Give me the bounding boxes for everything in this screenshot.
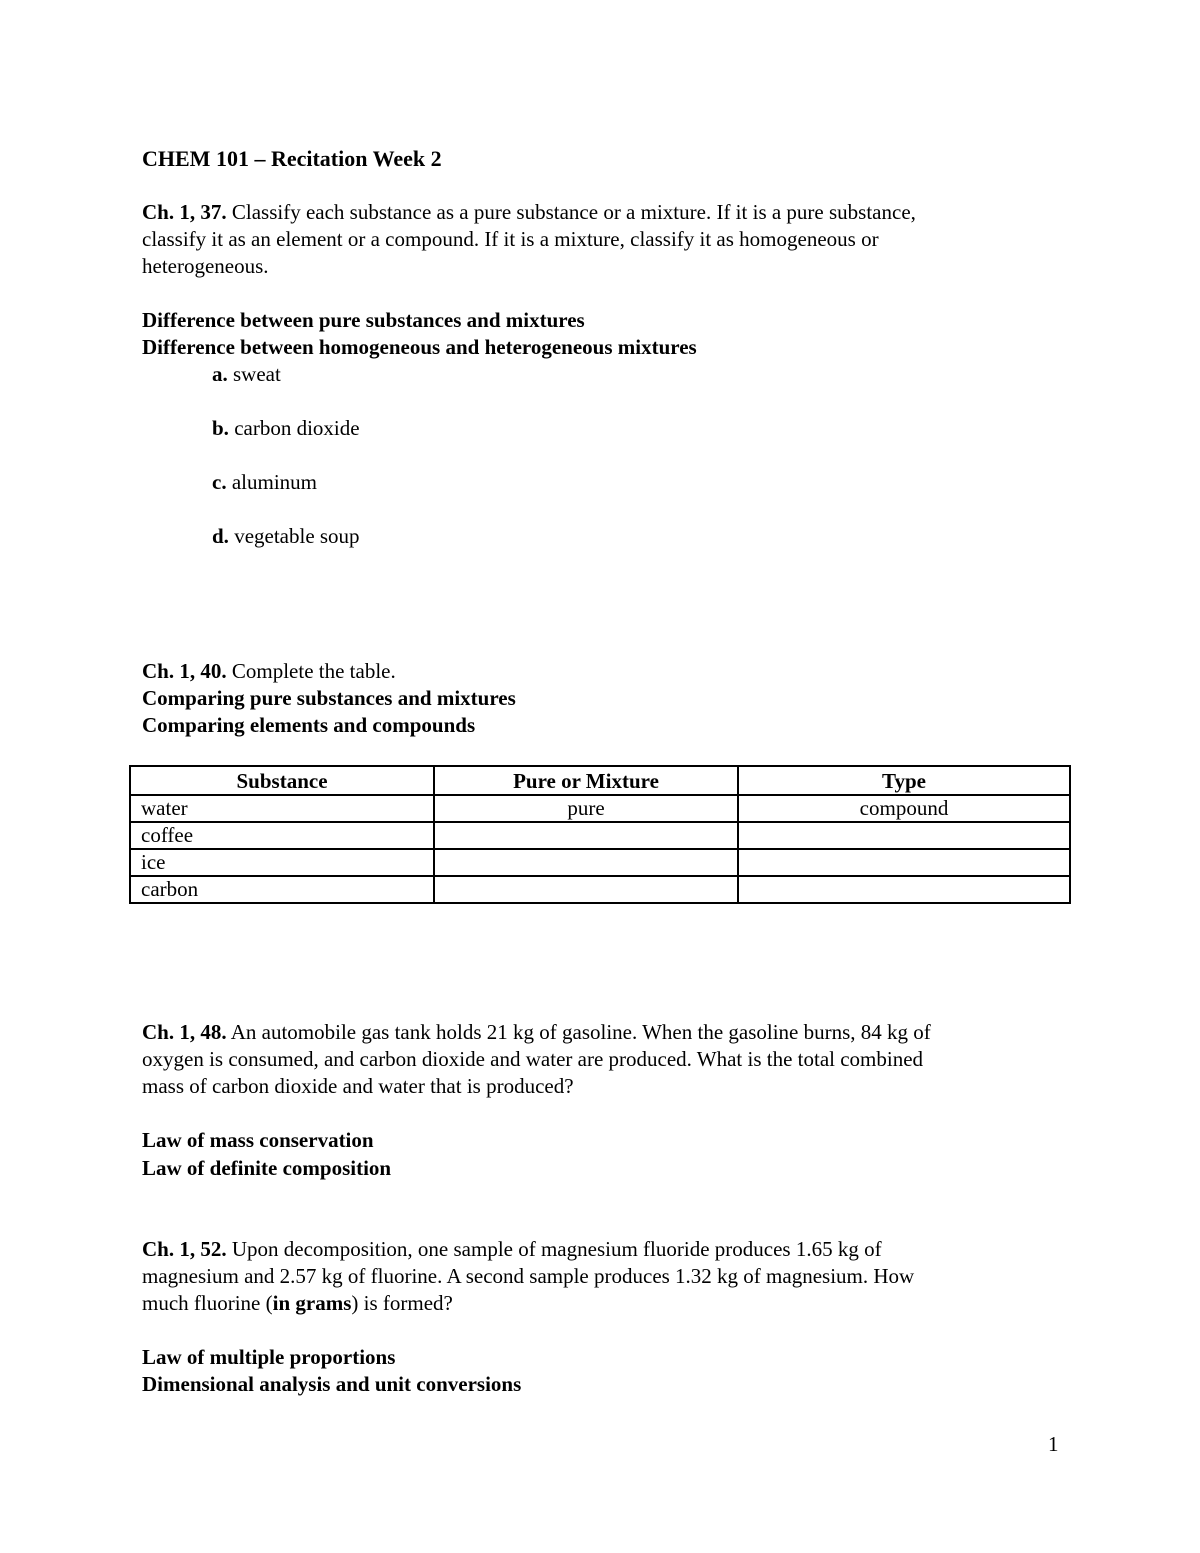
list-item <box>212 469 317 496</box>
q48-line2: oxygen is consumed, and carbon dioxide and water are produced. What is the total combined <box>142 1047 924 1071</box>
page-number: 1 <box>1048 1432 1059 1456</box>
item-letter: c. <box>212 470 227 494</box>
q52-line2: magnesium and 2.57 kg of fluorine. A second sample produces 1.32 kg of magnesium. How <box>142 1264 915 1288</box>
table-cell: ice <box>130 849 434 876</box>
q52-line3-pre: much fluorine ( <box>142 1291 273 1315</box>
header-cell: Type <box>738 766 1070 795</box>
q37-label: Ch. 1, 37. <box>142 200 227 224</box>
table-header-row <box>130 766 1070 795</box>
q52-line3-bold: in grams <box>272 1291 352 1315</box>
item-letter: d. <box>212 524 229 548</box>
table-cell: compound <box>738 795 1070 822</box>
q37-concept1: Difference between pure substances and mixtures <box>142 308 585 332</box>
table-cell <box>434 876 738 903</box>
q37-line1 <box>142 199 916 226</box>
q40-concept2: Comparing elements and compounds <box>142 713 476 737</box>
q37-concept2: Difference between homogeneous and heterogeneous mixtures <box>142 335 697 359</box>
q52-line1 <box>142 1236 882 1263</box>
table-cell <box>738 876 1070 903</box>
table-cell: pure <box>434 795 738 822</box>
table-row <box>130 849 1070 876</box>
item-text: aluminum <box>231 470 317 494</box>
header-cell: Pure or Mixture <box>434 766 738 795</box>
q48-line1 <box>142 1019 931 1046</box>
q48-concept1: Law of mass conservation <box>142 1128 374 1152</box>
q52-concept2: Dimensional analysis and unit conversions <box>142 1372 522 1396</box>
item-text: sweat <box>233 362 281 386</box>
table-row <box>130 876 1070 903</box>
q52-label: Ch. 1, 52. <box>142 1237 227 1261</box>
q48-label: Ch. 1, 48. <box>142 1020 227 1044</box>
q52-line3-post: ) is formed? <box>351 1291 453 1315</box>
item-letter: a. <box>212 362 228 386</box>
table-cell <box>434 822 738 849</box>
q52-text1: Upon decomposition, one sample of magnesium fluoride produces 1.65 kg of <box>231 1237 882 1261</box>
table-row <box>130 795 1070 822</box>
page-title: CHEM 101 – Recitation Week 2 <box>142 146 442 171</box>
q52-concept1: Law of multiple proportions <box>142 1345 396 1369</box>
table-cell <box>738 822 1070 849</box>
q48-concept2: Law of definite composition <box>142 1156 392 1180</box>
table-cell: carbon <box>130 876 434 903</box>
q40-label: Ch. 1, 40. <box>142 659 227 683</box>
q40-concept1: Comparing pure substances and mixtures <box>142 686 516 710</box>
q40-text: Complete the table. <box>231 659 396 683</box>
table-cell: water <box>130 795 434 822</box>
q37-line2: classify it as an element or a compound. If it is a mixture, classify it as homogeneous or <box>142 227 879 251</box>
q48-text1: An automobile gas tank holds 21 kg of gasoline. When the gasoline burns, 84 kg of <box>230 1020 931 1044</box>
q48-line3: mass of carbon dioxide and water that is produced? <box>142 1074 574 1098</box>
header-cell: Substance <box>130 766 434 795</box>
item-letter: b. <box>212 416 229 440</box>
item-text: vegetable soup <box>234 524 360 548</box>
item-text: carbon dioxide <box>234 416 360 440</box>
classification-table <box>129 765 1071 904</box>
table-cell: coffee <box>130 822 434 849</box>
table-row <box>130 822 1070 849</box>
list-item <box>212 361 281 388</box>
q40-line1 <box>142 658 396 685</box>
table-cell <box>738 849 1070 876</box>
q37-text1: Classify each substance as a pure substance or a mixture. If it is a pure substance, <box>231 200 916 224</box>
table-cell <box>434 849 738 876</box>
list-item <box>212 415 360 442</box>
q52-line3 <box>142 1290 453 1317</box>
list-item <box>212 523 360 550</box>
q37-line3: heterogeneous. <box>142 254 269 278</box>
